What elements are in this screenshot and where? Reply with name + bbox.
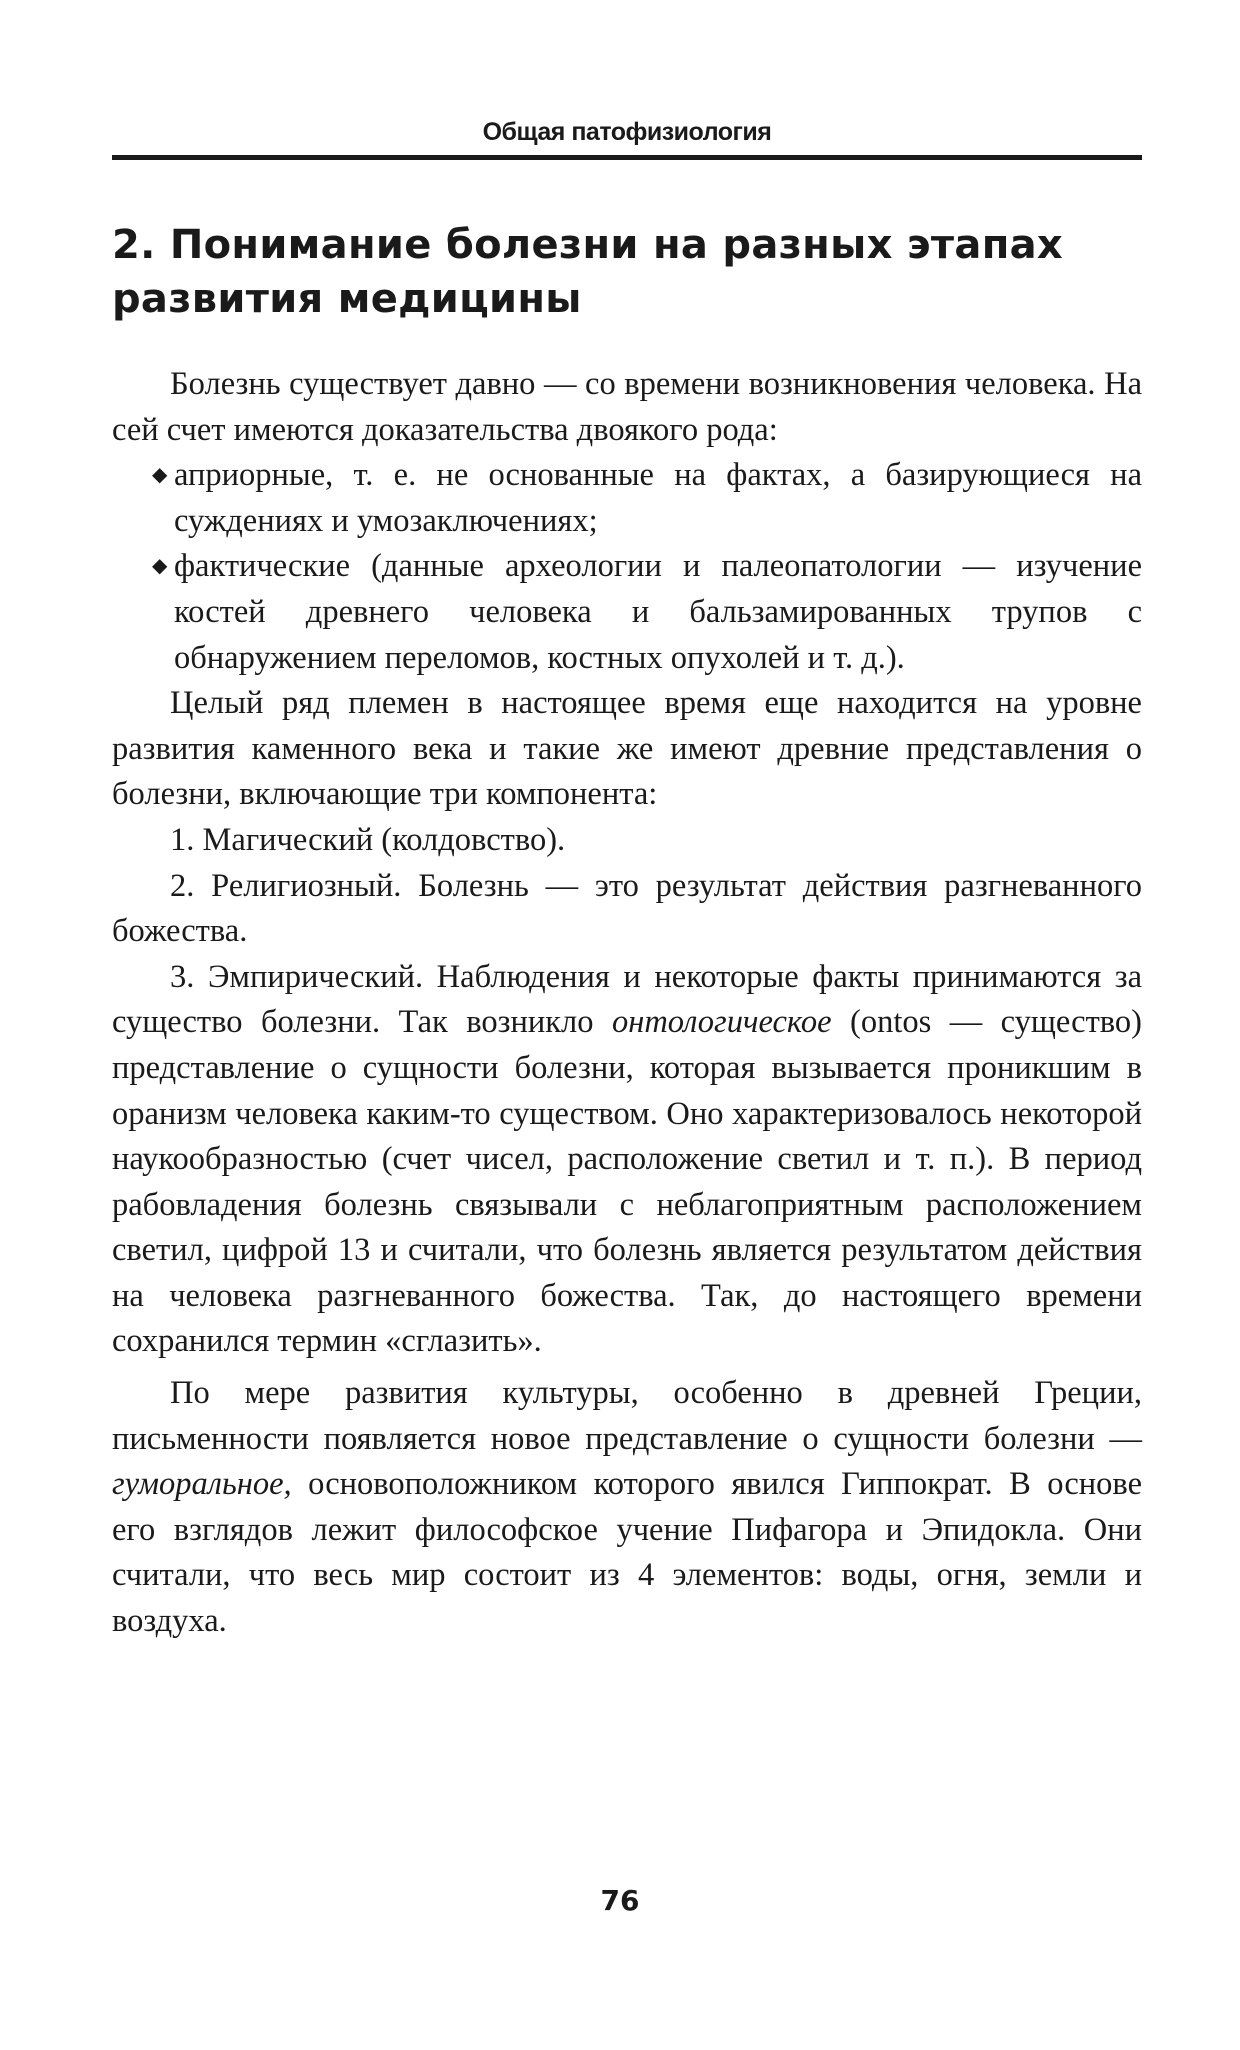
list-item (112, 453, 1142, 544)
list-item (112, 544, 1142, 681)
p3-text-end: основоположником которого явился Гиппократ. В основе его взглядов лежит философское учение Пифагора и Эпидокла. Они считали, что весь мир состоит из 4 элементов: воды, огня, земли и воздуха. (112, 1466, 1142, 1640)
header-rule (112, 155, 1142, 160)
running-head: Общая патофизиология (482, 118, 772, 146)
numbered-item-magic: 1. Магический (колдовство). (170, 821, 566, 858)
list-item-text: априорные, т. е. не основанные на фактах, а базирующиеся на суждениях и умозаключениях; (174, 457, 1142, 539)
p3-text-start: По мере развития культуры, особенно в древней Греции, письменности появляется новое представление о сущности болезни — (112, 1375, 1142, 1457)
paragraph-intro: Болезнь существует давно — со времени возникновения человека. На сей счет имеются доказательства двоякого рода: (112, 366, 1142, 448)
diamond-bullet-icon: ◆ (152, 464, 168, 487)
term-humoral: гуморальное, (112, 1466, 292, 1503)
term-ontological: онтологическое (611, 1004, 832, 1041)
numbered-item-empirical (112, 955, 1142, 1365)
numbered-item-religious: 2. Религиозный. Болезнь — это результат действия разгневанного божества. (112, 867, 1142, 950)
evidence-list (112, 453, 1142, 681)
body-text (112, 362, 1142, 1645)
list-item-text: фактические (данные археологии и палеопатологии — изучение костей древнего человека и бальзамированных трупов с обнаружением переломов, костных опухолей и т. д.). (174, 548, 1142, 676)
diamond-bullet-icon: ◆ (152, 555, 168, 578)
item3-text-start: 3. Эмпирический. Наблюдения и некоторые факты принимаются за существо болезни. Так возникло (112, 958, 1142, 1041)
section-title: 2. Понимание болезни на разных этапах развития медицины (112, 222, 1064, 322)
item3-text-end: (ontos — существо) представление о сущности болезни, которая вызывается проникшим в оранизм человека каким-то существом. Оно характеризовалось некоторой наукообразностью (счет чисел, расположение светил и т. п.). В период рабовладения болезнь связывали с неблагоприятным расположением светил, цифрой 13 и считали, что болезнь является результатом действия на человека разгневанного божества. Так, до настоящего времени сохранился термин «сглазить». (112, 1004, 1142, 1360)
paragraph-humoral (112, 1371, 1142, 1645)
page-number: 76 (600, 1884, 640, 1917)
paragraph-tribes: Целый ряд племен в настоящее время еще находится на уровне развития каменного века и такие же имеют древние представления о болезни, включающие три компонента: (112, 685, 1142, 813)
